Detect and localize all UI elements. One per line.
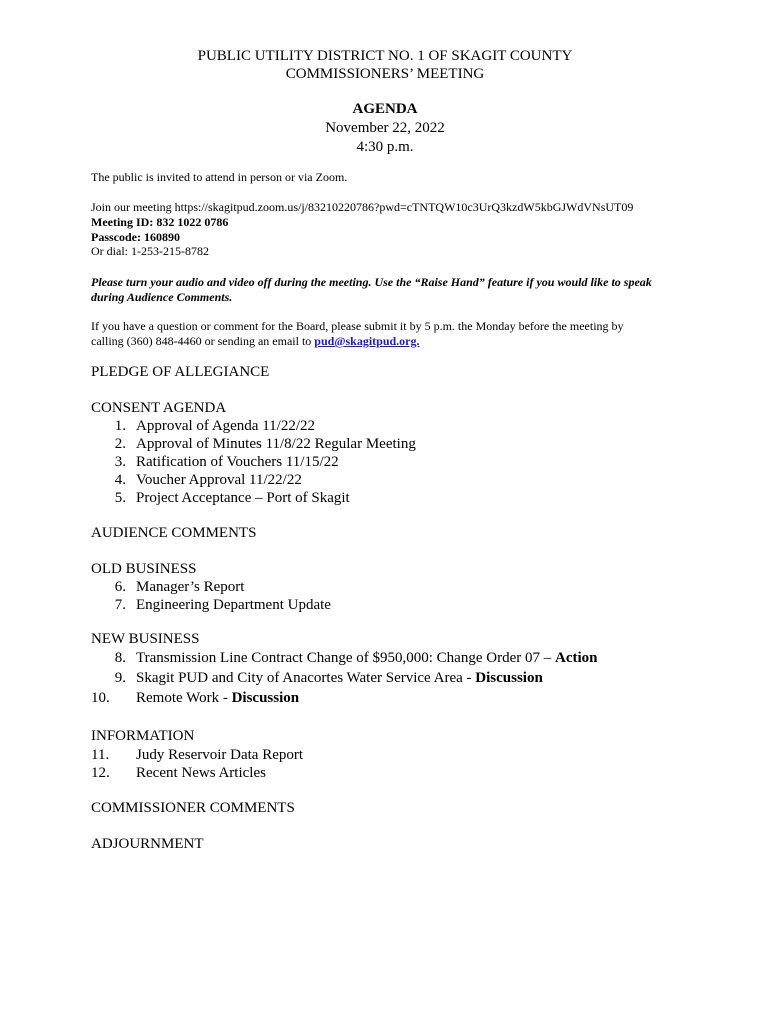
agenda-item-number: 1. xyxy=(114,418,126,434)
section-commissioner: COMMISSIONER COMMENTS xyxy=(91,800,295,816)
agenda-item-title: Approval of Minutes 11/8/22 Regular Meeting xyxy=(136,436,416,452)
agenda-item-number: 7. xyxy=(114,597,126,613)
agenda-item-title: Transmission Line Contract Change of $950,000: Change Order 07 – xyxy=(136,650,555,666)
agenda-item-number: 12. xyxy=(91,765,110,781)
agenda-item-action-tag: Discussion xyxy=(475,670,543,686)
meeting-id: Meeting ID: 832 1022 0786 xyxy=(91,215,229,229)
question-line-2 xyxy=(91,334,420,349)
agenda-item-number: 6. xyxy=(114,579,126,595)
agenda-item-title: Project Acceptance – Port of Skagit xyxy=(136,490,350,506)
agenda-item-text xyxy=(136,578,244,596)
agenda-item-text xyxy=(136,669,543,687)
agenda-item-number: 2. xyxy=(114,436,126,452)
agenda-item-action-tag: Discussion xyxy=(231,690,300,706)
section-adjournment: ADJOURNMENT xyxy=(91,836,204,852)
agenda-item-action-tag: Action xyxy=(554,650,598,666)
agenda-item-title: Judy Reservoir Data Report xyxy=(136,747,304,763)
agenda-item-title: Ratification of Vouchers 11/15/22 xyxy=(136,454,339,470)
agenda-item-title: Engineering Department Update xyxy=(136,597,331,613)
section-pledge: PLEDGE OF ALLEGIANCE xyxy=(91,364,270,380)
agenda-item-text xyxy=(136,746,303,764)
agenda-item-number: 4. xyxy=(114,472,126,488)
meeting-time: 4:30 p.m. xyxy=(356,139,414,155)
agenda-heading: AGENDA xyxy=(352,101,418,117)
question-line-2-text: calling (360) 848-4460 or sending an email to xyxy=(91,334,315,348)
meeting-title: COMMISSIONERS’ MEETING xyxy=(285,66,485,82)
agenda-item-text xyxy=(136,689,299,707)
passcode: Passcode: 160890 xyxy=(91,230,180,244)
section-new-business: NEW BUSINESS xyxy=(91,631,200,647)
agenda-item-number: 5. xyxy=(114,490,126,506)
meeting-date: November 22, 2022 xyxy=(325,120,445,136)
agenda-item-text xyxy=(136,453,339,471)
section-old-business: OLD BUSINESS xyxy=(91,561,197,577)
agenda-item-title: Skagit PUD and City of Anacortes Water Service Area - xyxy=(136,670,476,686)
agenda-item-text xyxy=(136,764,266,782)
agenda-item-number: 11. xyxy=(91,747,110,763)
agenda-item-text xyxy=(136,471,302,489)
email-link[interactable]: pud@skagitpud.org. xyxy=(314,334,420,348)
agenda-item-text xyxy=(136,435,416,453)
section-consent: CONSENT AGENDA xyxy=(91,400,227,416)
agenda-item-text xyxy=(136,596,331,614)
section-audience: AUDIENCE COMMENTS xyxy=(91,525,257,541)
agenda-item-text xyxy=(136,649,597,667)
agenda-item-text xyxy=(136,417,315,435)
section-information: INFORMATION xyxy=(91,728,195,744)
agenda-item-number: 8. xyxy=(114,650,126,666)
agenda-item-number: 9. xyxy=(114,670,126,686)
agenda-item-title: Remote Work - xyxy=(136,690,232,706)
agenda-item-title: Approval of Agenda 11/22/22 xyxy=(136,418,315,434)
zoom-join-text: Join our meeting https://skagitpud.zoom.us/j/83210220786?pwd=cTNTQW10c3UrQ3kzdW5kbGJWdVNsUT09 xyxy=(91,200,634,214)
agenda-item-number: 3. xyxy=(114,454,126,470)
agenda-item-text xyxy=(136,489,350,507)
agenda-item-number: 10. xyxy=(91,690,110,706)
agenda-item-title: Voucher Approval 11/22/22 xyxy=(136,472,302,488)
agenda-item-title: Manager’s Report xyxy=(136,579,245,595)
dial-in: Or dial: 1-253-215-8782 xyxy=(91,244,209,258)
org-title: PUBLIC UTILITY DISTRICT NO. 1 OF SKAGIT COUNTY xyxy=(197,48,573,64)
notice-line-2: during Audience Comments. xyxy=(91,290,233,304)
invite-text: The public is invited to attend in person or via Zoom. xyxy=(91,170,348,184)
notice-line-1: Please turn your audio and video off during the meeting. Use the “Raise Hand” feature if you would like to speak xyxy=(91,275,652,289)
question-line-1: If you have a question or comment for the Board, please submit it by 5 p.m. the Monday before the meeting by xyxy=(91,319,624,333)
agenda-item-title: Recent News Articles xyxy=(136,765,266,781)
